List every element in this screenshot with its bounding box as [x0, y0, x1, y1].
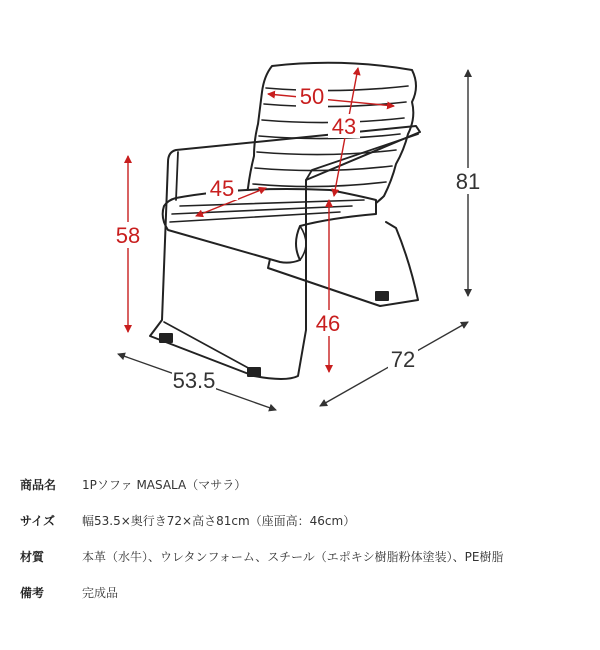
spec-table	[20, 466, 580, 610]
dim-width: 53.5	[172, 368, 216, 393]
spec-label: サイズ	[20, 513, 56, 528]
dim-depth: 72	[390, 347, 416, 372]
spec-value: 完成品	[82, 585, 119, 600]
spec-value: 幅53.5×奥行き72×高さ81cm（座面高：46cm）	[82, 513, 356, 528]
spec-row-name	[20, 466, 580, 502]
spec-row-notes	[20, 574, 580, 610]
foot-pad-right	[376, 292, 388, 300]
spec-label: 材質	[20, 549, 45, 564]
spec-label: 商品名	[20, 477, 57, 492]
dim-total-height: 81	[455, 169, 481, 194]
spec-row-material	[20, 538, 580, 574]
dim-seat-height: 46	[315, 311, 341, 336]
spec-value: 1Pソファ MASALA（マサラ）	[82, 477, 247, 492]
dim-seat-depth: 45	[209, 176, 235, 201]
left-arm-inner	[176, 152, 178, 200]
spec-row-size	[20, 502, 580, 538]
spec-label: 備考	[20, 585, 45, 600]
chair-illustration	[150, 63, 420, 379]
foot-pad-front	[248, 368, 260, 376]
dim-seat-width: 50	[299, 84, 325, 109]
dim-arm-height: 58	[115, 223, 141, 248]
spec-value: 本革（水牛）、ウレタンフォーム、スチール（エポキシ樹脂粉体塗装）、PE樹脂	[82, 549, 504, 564]
dim-back-height: 43	[331, 114, 357, 139]
foot-pad-left	[160, 334, 172, 342]
